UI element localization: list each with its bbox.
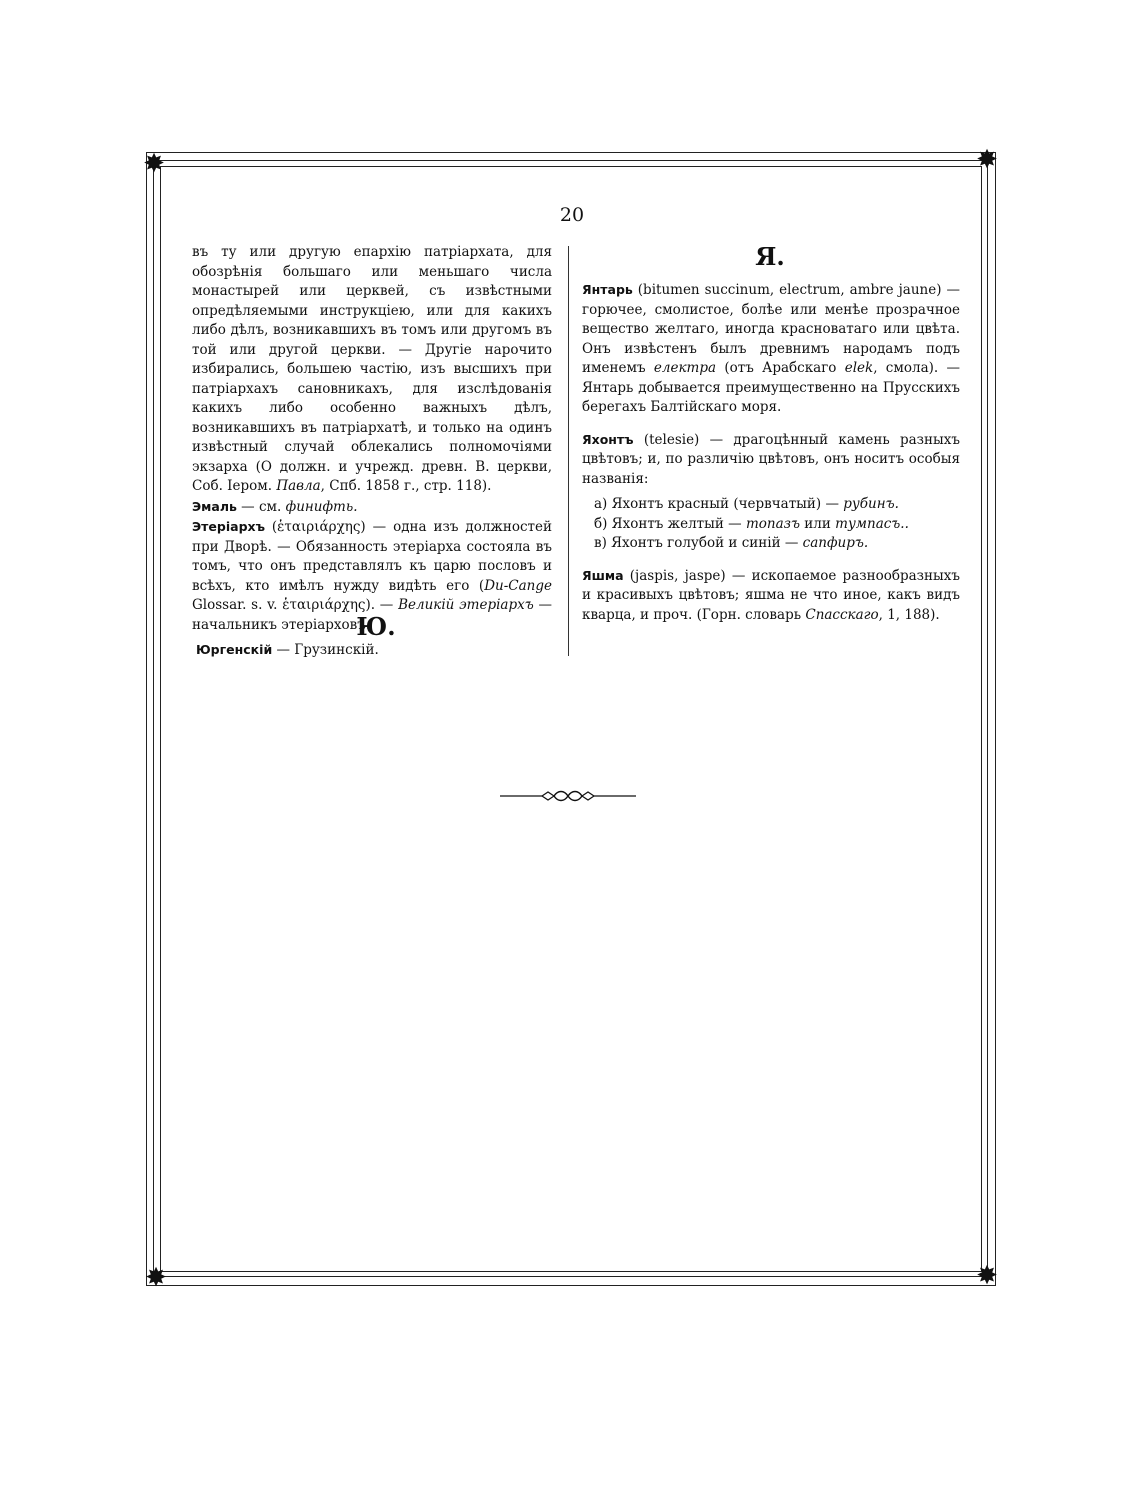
list-term: тумпасъ.. bbox=[835, 515, 909, 532]
entry-text: (telesie) — драгоцѣнный камень разныхъ цвѣтовъ; и, по различію цвѣтовъ, онъ носитъ особыя названія: bbox=[582, 431, 960, 487]
entry-text: (jaspis, jaspe) — ископаемое разнообразныхъ и красивыхъ цвѣтовъ; яшма не что иное, какъ видъ кварца, и проч. (Горн. словарь bbox=[582, 567, 960, 623]
yahont-list bbox=[582, 495, 960, 554]
entry-text: Glossar. s. v. ἑταιριάρχης). — bbox=[192, 597, 399, 613]
entry-italic: Спасскаго bbox=[805, 606, 879, 623]
list-text: б) Яхонтъ желтый — bbox=[594, 515, 746, 532]
column-divider bbox=[568, 246, 569, 656]
entry-text: , 1, 188). bbox=[878, 606, 940, 623]
page-number: 20 bbox=[559, 204, 585, 226]
right-column bbox=[582, 280, 960, 625]
frame-rule-bottom bbox=[152, 1276, 988, 1277]
section-letter-ya: Я. bbox=[755, 242, 785, 271]
frame-rule-top bbox=[152, 160, 988, 161]
headword: Янтарь bbox=[582, 282, 633, 297]
headword: Этеріархъ bbox=[192, 519, 265, 534]
entry-crossref: финифть. bbox=[285, 498, 358, 515]
headword: Яхонтъ bbox=[582, 431, 634, 447]
corner-ornament-icon: ✸ bbox=[143, 149, 165, 179]
entry-text: — Грузинскій. bbox=[272, 642, 379, 658]
list-term: рубинъ. bbox=[843, 496, 899, 512]
frame-rule-right bbox=[987, 158, 988, 1278]
entry-text: — см. bbox=[236, 498, 286, 515]
frame-rule-left bbox=[153, 158, 154, 1278]
entry-text: (bitumen succinum, electrum, ambre jaune) — горючее, смолистое, болѣе или менѣе прозрачное вещество желтаго, иногда красноватаго или цвѣта. Онъ извѣстенъ былъ древнимъ народамъ подъ именемъ bbox=[582, 282, 960, 376]
headword: Яшма bbox=[582, 567, 624, 583]
entry-text: , Спб. 1858 г., стр. 118). bbox=[320, 478, 492, 494]
list-term: сапфиръ. bbox=[802, 535, 869, 551]
corner-ornament-icon: ✸ bbox=[145, 1263, 167, 1293]
end-ornament-icon bbox=[498, 786, 638, 806]
entry-yashma bbox=[582, 566, 960, 626]
list-text: в) Яхонтъ голубой и синій — bbox=[594, 535, 803, 551]
entry-text: — начальникъ этеріарховъ. bbox=[192, 597, 552, 633]
entry-emal bbox=[192, 497, 552, 518]
entry-yahont bbox=[582, 430, 960, 490]
entry-text: въ ту или другую епархію патріархата, для обозрѣнія большаго или меньшаго числа монастырей или церквей, съ извѣстными опредѣляемыми инструкціею, или для какихъ либо дѣлъ, возникавшихъ въ томъ или другомъ въ той или другой церкви. — Другіе нарочито избирались, большею частію, изъ высшихъ при патріархахъ сановникахъ, для изслѣдованія какихъ либо особенно важныхъ дѣлъ, возникавшихъ въ патріархатѣ, и только на одинъ извѣстный случай облекались полномочіями экзарха (О должн. и учрежд. древн. В. церкви, Соб. Іером. bbox=[192, 244, 552, 494]
list-item bbox=[582, 495, 960, 515]
list-item bbox=[582, 534, 960, 554]
entry-text: (ἑταιριάρχης) — одна изъ должностей при Дворѣ. — Обязанность этеріарха состояла въ томъ, что онъ представлялъ къ царю пословъ и всѣхъ, кто имѣлъ нужду видѣть его ( bbox=[192, 519, 552, 594]
section-letter-yu: Ю. bbox=[356, 612, 396, 641]
headword: Юргенскій bbox=[196, 642, 273, 657]
list-term: топазъ bbox=[745, 515, 801, 532]
entry-italic: Du-Cange bbox=[484, 577, 552, 594]
left-column bbox=[192, 243, 552, 635]
corner-ornament-icon: ✸ bbox=[976, 145, 998, 175]
headword: Эмаль bbox=[192, 498, 237, 514]
entry-yantar bbox=[582, 280, 960, 418]
list-item bbox=[582, 515, 960, 535]
entry-italic: elek bbox=[844, 360, 874, 376]
list-text: а) Яхонтъ красный (червчатый) — bbox=[594, 496, 844, 512]
list-text: или bbox=[800, 515, 836, 532]
entry-continuation bbox=[192, 243, 552, 497]
entry-text: , смола). — Янтарь добывается преимущественно на Прусскихъ берегахъ Балтійскаго моря. bbox=[582, 360, 960, 415]
entry-italic: електра bbox=[653, 360, 717, 376]
entry-yurgensky bbox=[196, 640, 496, 661]
corner-ornament-icon: ✸ bbox=[976, 1261, 998, 1291]
entry-text: (отъ Арабскаго bbox=[716, 360, 845, 376]
entry-italic: Великій этеріархъ bbox=[398, 597, 534, 613]
entry-italic: Павла bbox=[276, 478, 321, 494]
